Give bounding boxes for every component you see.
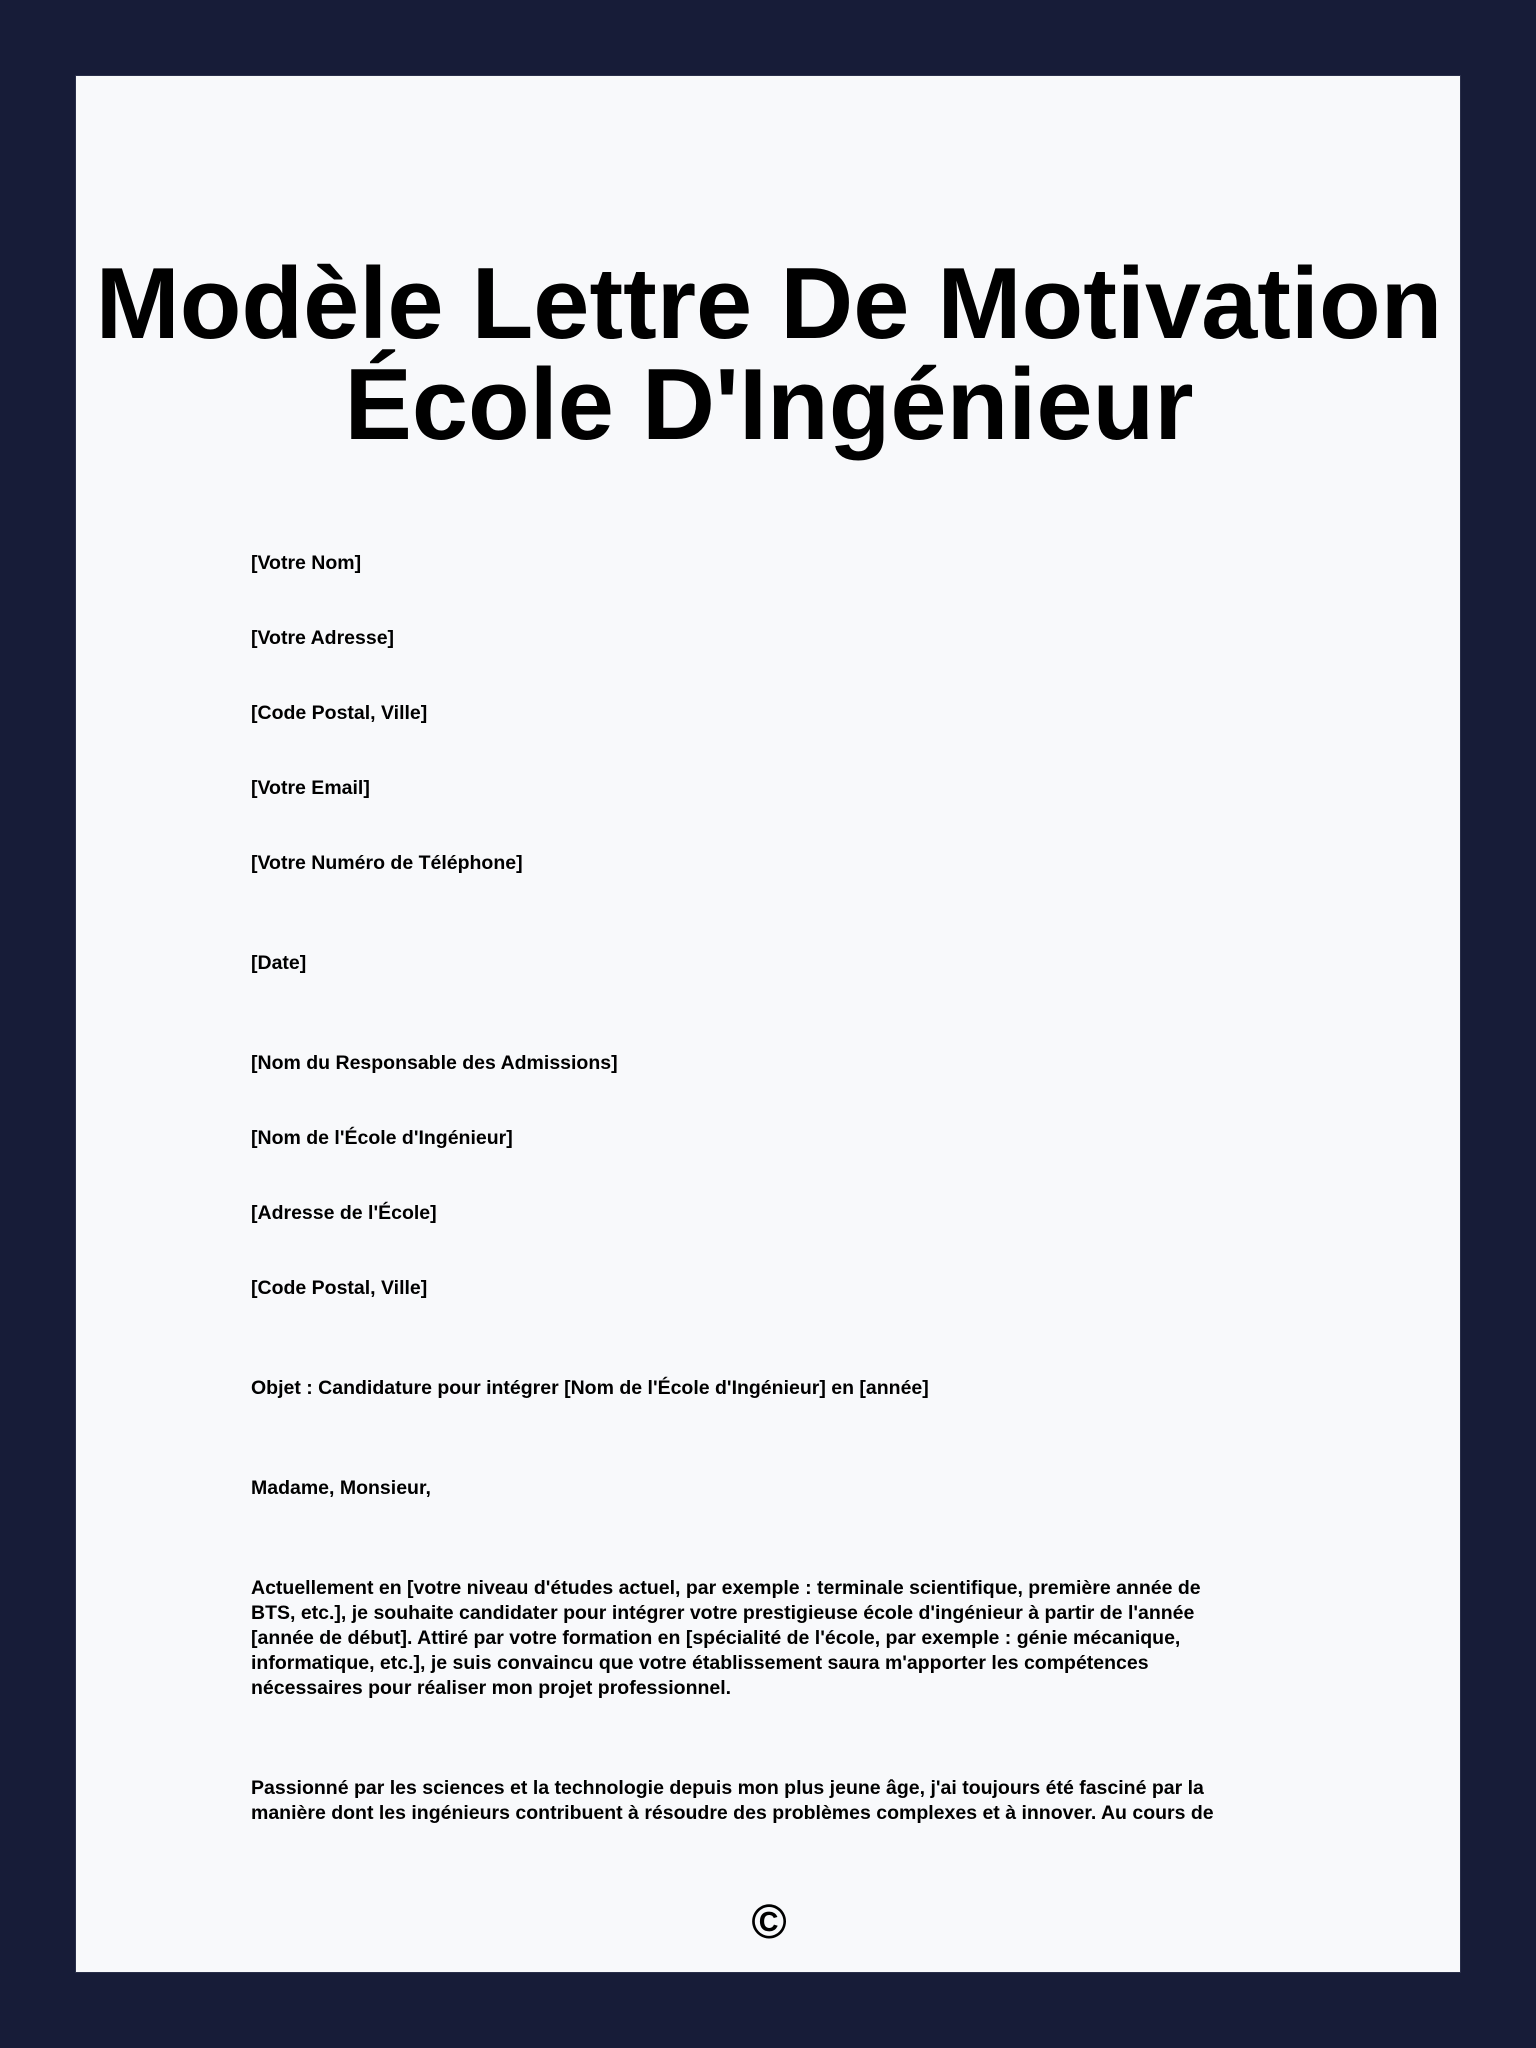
paragraph-1-line: nécessaires pour réaliser mon projet professionnel. (251, 1677, 732, 1699)
recipient-city: [Code Postal, Ville] (251, 1277, 428, 1299)
sender-city: [Code Postal, Ville] (251, 702, 428, 724)
title-line-2: École D'Ingénieur (344, 349, 1194, 461)
recipient-address: [Adresse de l'École] (251, 1202, 437, 1224)
recipient-school: [Nom de l'École d'Ingénieur] (251, 1127, 513, 1149)
letter-salutation: Madame, Monsieur, (251, 1477, 431, 1499)
paragraph-1-line: informatique, etc.], je suis convaincu que votre établissement saura m'apporter les compétences (251, 1652, 1149, 1674)
document-page (75, 75, 1461, 1973)
paragraph-1-line: BTS, etc.], je souhaite candidater pour intégrer votre prestigieuse école d'ingénieur à partir de l'année (251, 1602, 1195, 1624)
sender-email: [Votre Email] (251, 777, 370, 799)
letter-date: [Date] (251, 952, 307, 974)
title-line-1: Modèle Lettre De Motivation (95, 248, 1443, 360)
recipient-name: [Nom du Responsable des Admissions] (251, 1052, 618, 1074)
paragraph-1 (251, 1576, 1261, 1701)
sender-address: [Votre Adresse] (251, 627, 395, 649)
letter-subject: Objet : Candidature pour intégrer [Nom de l'École d'Ingénieur] en [année] (251, 1377, 929, 1399)
paragraph-2 (251, 1776, 1261, 1826)
paragraph-2-line: Passionné par les sciences et la technologie depuis mon plus jeune âge, j'ai toujours été fasciné par la (251, 1777, 1204, 1799)
paragraph-1-line: Actuellement en [votre niveau d'études actuel, par exemple : terminale scientifique, première année de (251, 1577, 1201, 1599)
copyright-icon: © (751, 1896, 787, 1949)
sender-name: [Votre Nom] (251, 552, 362, 574)
paragraph-1-line: [année de début]. Attiré par votre formation en [spécialité de l'école, par exemple : génie mécanique, (251, 1627, 1181, 1649)
sender-phone: [Votre Numéro de Téléphone] (251, 852, 523, 874)
paragraph-2-line: manière dont les ingénieurs contribuent à résoudre des problèmes complexes et à innover. Au cours de (251, 1802, 1214, 1824)
page-title (76, 248, 1461, 461)
